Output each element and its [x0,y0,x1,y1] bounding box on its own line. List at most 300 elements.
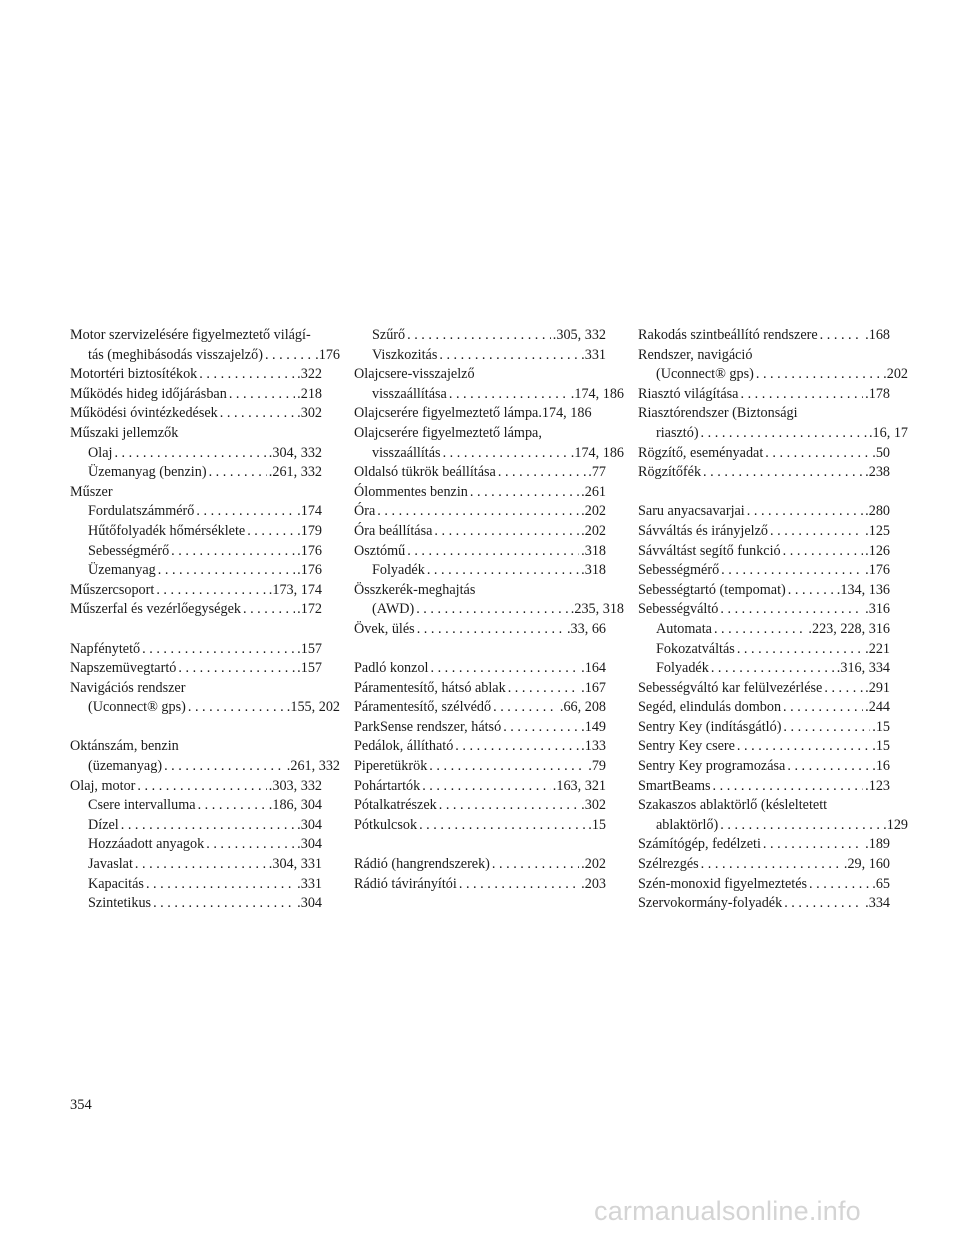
index-entry [70,679,340,718]
leader-dots [820,326,864,346]
entry-row [354,620,606,640]
entry-pages: .33, 66 [566,620,606,637]
index-entry [638,522,890,542]
entry-label: Műszerfal és vezérlőegységek [70,601,241,618]
entry-label: Fokozatváltás [656,640,735,657]
entry-label: Olaj, motor [70,777,136,794]
leader-dots [135,855,267,875]
leader-dots [156,581,266,601]
entry-label: Rádió távirányítói [354,875,457,892]
entry-label: Működési óvintézkedések [70,405,218,422]
leader-dots [784,894,863,914]
entry-label: Riasztó világítása [638,385,739,402]
entry-row [638,659,890,679]
entry-row [638,561,890,581]
entry-pages: .202 [581,522,606,539]
leader-dots [158,561,295,581]
index-entry [354,679,606,699]
index-entry [638,346,908,385]
entry-row [354,718,606,738]
index-entry [70,404,322,424]
leader-dots [714,620,806,640]
entry-label: Saru anyacsavarjai [638,503,745,520]
entry-label: Riasztórendszer (Biztonsági [638,405,798,422]
leader-dots [459,875,579,895]
entry-row [70,365,322,385]
entry-pages: .304, 331 [268,856,322,873]
entry-pages: .303, 332 [268,777,322,794]
entry-pages: .178 [865,385,890,402]
entry-pages: .334 [865,895,890,912]
entry-pages: .304 [297,836,322,853]
entry-pages: .157 [297,660,322,677]
index-entry [638,444,890,464]
index-entry [638,855,890,875]
leader-dots [740,385,863,405]
entry-row [70,640,322,660]
index-entry [638,777,890,797]
entry-pages: .261, 332 [286,758,340,775]
index-entry [70,777,322,797]
entry-label-continued: (üzemanyag) [88,758,163,775]
entry-label: Szélrezgés [638,856,699,873]
index-entry [354,365,624,404]
entry-pages: .15 [872,738,890,755]
entry-label: Segéd, elindulás dombon [638,699,782,716]
entry-label: Hozzáadott anyagok [88,836,205,853]
entry-pages: .123 [865,777,890,794]
entry-pages: .149 [581,718,606,735]
leader-dots [220,404,295,424]
leader-dots [765,444,870,464]
entry-pages: .261, 332 [268,464,322,481]
entry-pages: .322 [297,366,322,383]
entry-label: Pohártartók [354,777,421,794]
index-subentry [70,502,322,522]
entry-row [70,875,322,895]
index-entry [70,600,322,620]
index-subentry [70,835,322,855]
entry-pages: .65 [872,875,890,892]
entry-pages: .157 [297,640,322,657]
leader-dots [198,796,267,816]
entry-row [70,659,322,679]
entry-label: Műszercsoport [70,581,155,598]
entry-row [70,561,322,581]
entry-label: Pótkulcsok [354,816,418,833]
entry-row [638,777,890,797]
entry-pages: .174 [297,503,322,520]
entry-pages: .163, 321 [552,777,606,794]
entry-pages: .318 [581,562,606,579]
entry-row [638,542,890,562]
leader-dots [824,679,863,699]
entry-pages: .172 [297,601,322,618]
entry-label: Olajcserére figyelmeztető lámpa, [354,424,542,441]
entry-pages: .318 [581,542,606,559]
index-subentry [638,659,890,679]
entry-label-continued: (Uconnect® gps) [88,699,186,716]
index-entry [354,855,606,875]
section-gap [70,620,322,640]
entry-pages: .176 [865,562,890,579]
index-entry [638,542,890,562]
entry-row [638,855,890,875]
leader-dots [756,365,881,385]
entry-pages: .176 [297,542,322,559]
entry-row [354,463,606,483]
entry-pages: .15 [872,718,890,735]
entry-pages: .280 [865,503,890,520]
leader-dots [427,561,579,581]
index-subentry [70,463,322,483]
entry-label: Sentry Key (indításgátló) [638,718,782,735]
index-entry [70,365,322,385]
entry-pages: .133 [581,738,606,755]
entry-pages: .164 [581,660,606,677]
entry-pages: .155, 202 [286,699,340,716]
entry-label: Sávváltás és irányjelző [638,522,769,539]
entry-label: Rakodás szintbeállító rendszere [638,327,818,343]
index-subentry [70,444,322,464]
leader-dots [498,463,586,483]
entry-row [354,542,606,562]
entry-pages: .50 [872,444,890,461]
leader-dots [407,326,551,346]
index-entry [70,581,322,601]
entry-row [638,757,890,777]
entry-row [638,875,890,895]
index-entry [638,698,890,718]
entry-row [354,522,606,542]
entry-label: Számítógép, fedélzeti [638,836,761,853]
leader-dots [429,757,586,777]
entry-pages: .302 [581,797,606,814]
leader-dots [787,757,870,777]
leader-dots [265,346,313,366]
leader-dots [146,875,295,895]
entry-label: Dízel [88,816,119,833]
index-entry [638,894,890,914]
entry-pages: .202 [581,503,606,520]
entry-row [354,483,606,503]
leader-dots [747,502,863,522]
entry-pages: .302 [297,405,322,422]
entry-pages: .173, 174 [268,581,322,598]
entry-label: Pedálok, állítható [354,738,454,755]
entry-pages: .77 [588,464,606,481]
entry-pages: .223, 228, 316 [808,620,890,637]
entry-row [354,502,606,522]
entry-row [354,816,606,836]
index-subentry [70,796,322,816]
leader-dots [422,777,551,797]
leader-dots [209,463,267,483]
index-entry [638,502,890,522]
entry-label: Sentry Key csere [638,738,735,755]
entry-row [638,326,890,346]
leader-dots [377,502,579,522]
leader-dots [711,659,835,679]
leader-dots [455,737,579,757]
index-entry [70,326,340,365]
index-entry [354,816,606,836]
entry-pages: .291 [865,679,890,696]
index-subentry [70,561,322,581]
entry-label-continued: tás (meghibásodás visszajelző) [88,346,263,363]
index-subentry [70,542,322,562]
index-entry [354,522,606,542]
entry-row [638,640,890,660]
entry-label: Rendszer, navigáció [638,346,753,363]
entry-label: Ólommentes benzin [354,483,468,500]
leader-dots [737,737,870,757]
entry-label: Szűrő [372,327,406,343]
index-entry [354,698,606,718]
entry-pages: .202 [883,366,908,383]
leader-dots [206,835,295,855]
entry-label: Motortéri biztosítékok [70,366,198,383]
entry-label: Fordulatszámmérő [88,503,195,520]
leader-dots [720,600,863,620]
entry-pages: .304, 332 [268,444,322,461]
page-number: 354 [70,1097,92,1113]
index-entry [638,385,890,405]
entry-label: Folyadék [372,562,425,579]
leader-dots [243,600,295,620]
entry-row [70,777,322,797]
entry-row [638,600,890,620]
entry-row [354,346,606,366]
index-entry [638,718,890,738]
leader-dots [788,581,835,601]
entry-pages: .304 [297,895,322,912]
leader-dots [434,522,579,542]
index-entry [354,542,606,562]
leader-dots [503,718,579,738]
leader-dots [439,796,579,816]
leader-dots [416,600,569,620]
entry-row [638,894,890,914]
entry-pages: .126 [865,542,890,559]
index-subentry [354,346,606,366]
entry-label: Rögzítőfék [638,464,702,481]
entry-label: Szervokormány-folyadék [638,895,783,912]
entry-row [70,502,322,522]
index-entry [638,463,890,483]
leader-dots [713,777,864,797]
entry-label: Szén-monoxid figyelmeztetés [638,875,808,892]
entry-row [354,737,606,757]
entry-label: Óra beállítása [354,522,433,539]
index-subentry [70,894,322,914]
entry-pages: .168 [865,327,890,343]
index-subentry [70,816,322,836]
leader-dots [137,777,266,797]
entry-pages: .316 [865,601,890,618]
entry-pages: .176 [297,562,322,579]
entry-row [354,679,606,699]
entry-label: Hűtőfolyadék hőmérséklete [88,522,246,539]
leader-dots [737,640,863,660]
index-subentry [354,326,606,346]
entry-pages: .316, 334 [836,660,890,677]
entry-row [354,404,606,424]
index-entry [638,737,890,757]
index-entry [354,620,606,640]
entry-pages: .235, 318 [570,601,624,618]
entry-row [638,385,890,405]
entry-row [70,404,322,424]
index-entry [638,757,890,777]
index-entry [70,659,322,679]
index-entry [638,679,890,699]
entry-row [70,835,322,855]
entry-label-continued: visszaállítása [372,385,447,402]
entry-row [354,659,606,679]
index-subentry [70,855,322,875]
entry-row [70,757,340,777]
entry-row [70,894,322,914]
leader-dots [178,659,295,679]
index-heading [70,424,322,444]
entry-row [354,875,606,895]
entry-row [638,444,890,464]
entry-label: Szintetikus [88,895,152,912]
entry-label: Óra [354,503,376,520]
entry-row [70,796,322,816]
entry-row [638,424,908,444]
section-gap [70,718,322,738]
entry-pages: .29, 160 [843,856,890,873]
entry-label: Sebességmérő [638,562,720,579]
entry-label: Csere intervalluma [88,797,196,814]
leader-dots [770,522,863,542]
entry-label: Üzemanyag [88,562,156,579]
leader-dots [417,620,565,640]
entry-row [354,600,624,620]
entry-pages: .16 [872,758,890,775]
index-entry [638,600,890,620]
entry-row [638,463,890,483]
entry-row [70,581,322,601]
entry-label: ParkSense rendszer, hátsó [354,718,502,735]
entry-row [354,326,606,346]
index-entry [354,581,624,620]
index-entry [354,737,606,757]
entry-pages: .66, 208 [559,699,606,716]
entry-pages: .129 [883,816,908,833]
leader-dots [407,542,579,562]
entry-pages: .174, 186 [570,444,624,461]
entry-row [354,385,624,405]
entry-label: Összkerék-meghajtás [354,581,476,598]
entry-pages: .305, 332 [552,327,606,343]
entry-label-continued: riasztó) [656,424,699,441]
entry-label-continued: visszaállítás [372,444,441,461]
leader-dots [701,855,842,875]
index-subentry [638,620,890,640]
index-entry [70,640,322,660]
entry-row [638,718,890,738]
index-column-2 [354,326,624,894]
entry-label: Olajcserére figyelmeztető lámpa.174, 186 [354,405,592,422]
entry-label-continued: (Uconnect® gps) [656,366,754,383]
leader-dots [439,346,579,366]
entry-row [354,561,606,581]
section-gap [638,483,890,503]
entry-label: Automata [656,620,712,637]
index-entry [354,796,606,816]
leader-dots [121,816,295,836]
index-entry [638,796,908,835]
entry-row [638,816,908,836]
leader-dots [783,718,870,738]
leader-dots [188,698,285,718]
leader-dots [229,385,295,405]
entry-label: Sávváltást segítő funkció [638,542,781,559]
entry-label: SmartBeams [638,777,711,794]
entry-label: Piperetükrök [354,758,428,775]
entry-row [70,346,340,366]
entry-row [638,679,890,699]
entry-row [70,522,322,542]
index-entry [638,835,890,855]
leader-dots [443,444,569,464]
index-entry [638,875,890,895]
entry-pages: .331 [297,875,322,892]
index-entry [354,424,624,463]
entry-pages: .218 [297,385,322,402]
entry-label: Padló konzol [354,660,429,677]
entry-pages: .331 [581,346,606,363]
entry-row [354,757,606,777]
index-entry [354,757,606,777]
entry-row [354,777,606,797]
entry-row [70,600,322,620]
entry-row [638,620,890,640]
leader-dots [508,679,579,699]
entry-pages: .15 [588,816,606,833]
entry-label: Rögzítő, eseményadat [638,444,764,461]
leader-dots [783,698,863,718]
index-entry [354,875,606,895]
index-entry [354,483,606,503]
entry-row [354,855,606,875]
entry-row [638,581,890,601]
entry-row [70,698,340,718]
entry-row [70,542,322,562]
entry-row [638,522,890,542]
entry-label: Működés hideg időjárásban [70,385,227,402]
index-subentry [70,875,322,895]
entry-pages: .16, 17 [868,424,908,441]
index-entry [354,404,606,424]
entry-label: Motor szervizelésére figyelmeztető világí- [70,327,311,343]
entry-row [638,698,890,718]
entry-row [354,698,606,718]
leader-dots [114,444,266,464]
entry-label: Sebességtartó (tempomat) [638,581,786,598]
leader-dots [247,522,295,542]
entry-label-continued: ablaktörlő) [656,816,719,833]
leader-dots [164,757,285,777]
leader-dots [419,816,586,836]
entry-label: Navigációs rendszer [70,679,186,696]
index-entry [638,561,890,581]
entry-label: Folyadék [656,660,709,677]
index-entry [638,404,908,443]
